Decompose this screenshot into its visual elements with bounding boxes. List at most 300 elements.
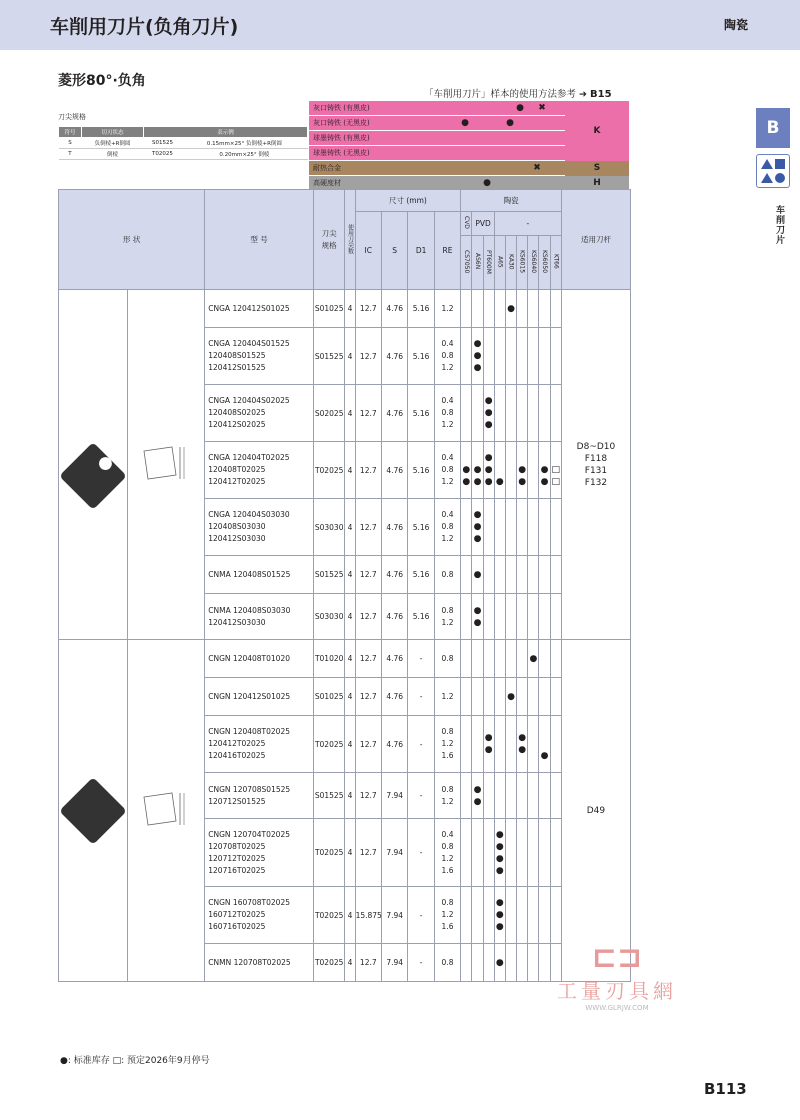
stock-mark [528,385,539,442]
insert-shapes-icon [756,154,790,188]
cell-n: 4 [345,290,355,328]
stock-mark [539,773,550,819]
cell-n: 4 [345,499,355,556]
stock-mark [505,716,516,773]
cell-tip: S01525 [313,773,344,819]
tip-cell: S [59,138,82,149]
cell-n: 4 [345,640,355,678]
cell-model: CNGN 120408T01020 [205,640,314,678]
section-title: 菱形80°·负角 [58,73,146,89]
watermark-text: 工量刃具網 [557,979,677,1003]
cell-tip: S03030 [313,594,344,640]
cell-s: 4.76 [381,678,407,716]
stock-mark [483,594,494,640]
cell-re: 0.4 0.8 1.2 [434,499,460,556]
cell-s: 4.76 [381,594,407,640]
header-d1: D1 [408,212,434,290]
cell-n: 4 [345,385,355,442]
cell-model: CNMN 120708T02025 [205,944,314,982]
cell-tip: T02025 [313,819,344,887]
grade-label: KA30 [507,253,515,270]
stock-mark [494,773,505,819]
grade-header [517,236,528,290]
header-s: S [381,212,407,290]
stock-mark [505,773,516,819]
stock-mark [539,290,550,328]
stock-mark [517,640,528,678]
cell-tip: T02025 [313,442,344,499]
grade-header [472,236,483,290]
stock-mark [494,640,505,678]
stock-mark [528,887,539,944]
reference-note [424,86,612,100]
stock-mark [483,328,494,385]
dot-mark: ● [483,178,491,188]
cell-ic: 12.7 [355,556,381,594]
stock-mark [461,499,472,556]
stock-mark [472,944,483,982]
stock-mark [517,328,528,385]
cell-d1: - [408,944,434,982]
stock-mark [550,819,561,887]
stock-mark [505,819,516,887]
stock-mark [528,819,539,887]
stock-mark: ● [505,290,516,328]
grade-header [528,236,539,290]
stock-mark [528,944,539,982]
stock-mark [517,594,528,640]
cell-d1: 5.16 [408,385,434,442]
cell-tip: S02025 [313,385,344,442]
dot-mark: ● [461,118,469,128]
cell-re: 0.8 [434,944,460,982]
insert-drawing [128,290,205,640]
cell-ic: 15.875 [355,887,381,944]
material-name: 高硬度材 [313,179,341,187]
insert-image [59,777,127,845]
cell-n: 4 [345,716,355,773]
page-header [0,0,800,50]
stock-mark [517,556,528,594]
grade-label: CS7050 [462,249,470,274]
stock-mark: ● ● ● [483,442,494,499]
cell-d1: - [408,773,434,819]
cell-s: 4.76 [381,328,407,385]
cell-n: 4 [345,328,355,385]
stock-mark [461,640,472,678]
stock-mark [472,819,483,887]
grade-header [550,236,561,290]
cell-model: CNGA 120404S02025 120408S02025 120412S02025 [205,385,314,442]
cell-tip: T02025 [313,887,344,944]
stock-mark [472,678,483,716]
cell-tip: S01525 [313,556,344,594]
stock-mark [483,499,494,556]
stock-mark [494,328,505,385]
cell-ic: 12.7 [355,944,381,982]
stock-mark [550,887,561,944]
stock-mark [528,678,539,716]
stock-mark [461,556,472,594]
material-name: 灰口铸铁 (有黑皮) [313,104,370,112]
stock-mark [517,385,528,442]
tip-cell: 0.20mm×25° 倒棱 [181,149,307,160]
stock-mark [550,499,561,556]
stock-mark [550,678,561,716]
cell-s: 7.94 [381,887,407,944]
material-name: 球墨铸铁 (无黑皮) [313,149,370,157]
cell-d1: 5.16 [408,594,434,640]
stock-mark [505,499,516,556]
stock-mark [505,442,516,499]
stock-mark [472,887,483,944]
tip-cell: 倒棱 [81,149,143,160]
tip-row [59,149,308,160]
corners-label: 使用刀尖数 [346,223,354,254]
watermark [542,940,692,1020]
stock-mark [539,499,550,556]
arrow-circle-icon: ➔ [579,89,588,100]
stock-mark [505,640,516,678]
stock-mark [528,328,539,385]
stock-mark: ● [528,640,539,678]
reference-text: 「车削用刀片」样本的使用方法参考 [424,89,577,100]
stock-mark [494,716,505,773]
insert-photo [59,640,128,982]
grade-label: A65 [496,255,504,268]
cell-n: 4 [345,442,355,499]
insert-image [59,442,127,510]
dot-mark: ● [506,118,514,128]
cell-s: 7.94 [381,944,407,982]
cell-model: CNGA 120404S01525 120408S01525 120412S01525 [205,328,314,385]
stock-mark [461,819,472,887]
cell-ic: 12.7 [355,819,381,887]
tip-cell: S01525 [144,138,182,149]
cell-n: 4 [345,773,355,819]
cell-re: 0.4 0.8 1.2 1.6 [434,819,460,887]
stock-mark [517,499,528,556]
cell-d1: 5.16 [408,556,434,594]
stock-mark [494,290,505,328]
insert-drawing [128,640,205,982]
reference-page[interactable]: B15 [590,89,612,100]
cell-tip: S01025 [313,290,344,328]
material-name: 耐热合金 [313,164,341,172]
tip-cell: T02025 [144,149,182,160]
cell-model: CNGN 160708T02025 160712T02025 160716T02025 [205,887,314,944]
cell-tip: T01020 [313,640,344,678]
stock-mark [550,640,561,678]
stock-mark [472,290,483,328]
stock-mark [539,328,550,385]
cell-ic: 12.7 [355,678,381,716]
page-number: B113 [704,1080,747,1098]
cell-s: 7.94 [381,773,407,819]
tip-header-example: 表示例 [144,127,308,138]
page-title: 车削用刀片(负角刀片) [50,16,239,38]
cell-tip: T02025 [313,944,344,982]
cell-d1: 5.16 [408,290,434,328]
cell-n: 4 [345,556,355,594]
cell-model: CNGN 120408T02025 120412T02025 120416T02025 [205,716,314,773]
insert-diagram-icon [136,439,196,489]
cell-d1: - [408,716,434,773]
stock-mark: ● [494,442,505,499]
cell-tip: T02025 [313,716,344,773]
stock-mark [539,678,550,716]
x-mark: ✖ [533,163,541,173]
stock-mark [517,819,528,887]
cell-re: 0.4 0.8 1.2 [434,328,460,385]
cell-s: 4.76 [381,716,407,773]
cell-re: 0.8 [434,556,460,594]
x-mark: ✖ [538,103,546,113]
cell-d1: - [408,887,434,944]
cell-re: 0.8 1.2 [434,594,460,640]
stock-mark [528,290,539,328]
cell-n: 4 [345,678,355,716]
stock-mark [494,678,505,716]
stock-mark: ● [494,944,505,982]
cell-model: CNGN 120412S01025 [205,678,314,716]
stock-mark: ● ● ● [494,887,505,944]
header-ic: IC [355,212,381,290]
cell-d1: 5.16 [408,442,434,499]
header-cvd [461,212,472,236]
insert-diagram-icon [136,785,196,835]
stock-mark [483,773,494,819]
stock-mark [461,328,472,385]
stock-mark [528,773,539,819]
cell-tip: S03030 [313,499,344,556]
stock-mark [528,716,539,773]
insert-photo [59,290,128,640]
stock-mark [528,556,539,594]
cell-model: CNGN 120708S01525 120712S01525 [205,773,314,819]
stock-mark [461,385,472,442]
tip-header-symbol: 符号 [59,127,82,138]
section-tab-b[interactable]: B [756,108,790,148]
stock-mark: ● [472,556,483,594]
stock-mark [528,442,539,499]
stock-mark [539,594,550,640]
stock-mark [483,556,494,594]
stock-mark [505,385,516,442]
cell-ic: 12.7 [355,385,381,442]
stock-mark [539,887,550,944]
cell-re: 0.8 1.2 1.6 [434,887,460,944]
stock-mark: ● ● [461,442,472,499]
stock-mark: □ □ [550,442,561,499]
stock-mark [494,499,505,556]
cell-d1: - [408,678,434,716]
side-vertical-label: 车削刀片 [774,205,784,245]
stock-mark [517,678,528,716]
cell-n: 4 [345,819,355,887]
stock-mark [550,556,561,594]
cell-re: 1.2 [434,290,460,328]
stock-mark: ● ● [517,442,528,499]
grade-label: KS6040 [529,249,537,273]
grade-header [483,236,494,290]
stock-mark [461,944,472,982]
cell-d1: - [408,640,434,678]
stock-mark: ● ● [472,773,483,819]
cell-s: 4.76 [381,640,407,678]
cell-d1: 5.16 [408,328,434,385]
cell-n: 4 [345,944,355,982]
grade-header [494,236,505,290]
stock-mark [461,290,472,328]
stock-mark [461,716,472,773]
stock-mark [550,594,561,640]
grade-header [539,236,550,290]
cell-model: CNGA 120404S03030 120408S03030 120412S03030 [205,499,314,556]
cell-d1: 5.16 [408,499,434,556]
cell-n: 4 [345,594,355,640]
cell-s: 4.76 [381,290,407,328]
cell-ic: 12.7 [355,594,381,640]
stock-mark [539,640,550,678]
stock-mark [483,678,494,716]
stock-mark [505,944,516,982]
stock-mark: ● ● [517,716,528,773]
stock-mark [505,328,516,385]
header-pvd: PVD [472,212,494,236]
stock-mark: ● ● [483,716,494,773]
cell-re: 1.2 [434,678,460,716]
stock-mark [517,887,528,944]
stock-mark [550,773,561,819]
stock-mark: ● ● ● [472,328,483,385]
header-tip: 刀尖 规格 [313,190,344,290]
tip-spec-table [58,112,308,160]
stock-mark [528,499,539,556]
holder-cell: D49 [561,640,630,982]
stock-mark [461,594,472,640]
cell-ic: 12.7 [355,773,381,819]
cell-ic: 12.7 [355,716,381,773]
stock-mark [483,290,494,328]
cell-s: 4.76 [381,442,407,499]
cell-d1: - [408,819,434,887]
cell-model: CNGA 120404T02025 120408T02025 120412T02025 [205,442,314,499]
stock-mark [461,678,472,716]
stock-mark [550,328,561,385]
cell-re: 0.8 [434,640,460,678]
cell-re: 0.8 1.2 [434,773,460,819]
dot-mark: ● [516,103,524,113]
stock-mark: ● [539,716,550,773]
stock-mark [517,290,528,328]
grade-label: KS6015 [518,249,526,273]
grade-header [505,236,516,290]
stock-mark: ● ● [539,442,550,499]
cell-re: 0.4 0.8 1.2 [434,385,460,442]
stock-mark [539,819,550,887]
group-k: K [565,101,629,161]
cell-s: 7.94 [381,819,407,887]
grade-label: PT600M [485,249,493,274]
stock-mark [483,887,494,944]
table-row [59,290,631,328]
stock-mark [505,594,516,640]
stock-mark [539,385,550,442]
group-h: H [565,176,629,191]
stock-mark: ● [505,678,516,716]
stock-mark: ● ● ● [472,499,483,556]
cell-model: CNMA 120408S03030 120412S03030 [205,594,314,640]
grade-label: KT66 [552,254,560,269]
stock-mark: ● ● ● ● [494,819,505,887]
cell-ic: 12.7 [355,640,381,678]
stock-mark [472,385,483,442]
material-name: 球墨铸铁 (有黑皮) [313,134,370,142]
cell-re: 0.8 1.2 1.6 [434,716,460,773]
watermark-logo: ⊏⊐ [591,940,643,975]
header-re: RE [434,212,460,290]
stock-mark: ● ● [472,594,483,640]
stock-mark [461,773,472,819]
cell-n: 4 [345,887,355,944]
cell-re: 0.4 0.8 1.2 [434,442,460,499]
table-row [59,640,631,678]
stock-mark [483,640,494,678]
stock-mark [539,556,550,594]
cell-s: 4.76 [381,385,407,442]
header-model: 型 号 [205,190,314,290]
cvd-label: CVD [462,216,470,229]
stock-mark: ● ● ● [483,385,494,442]
cell-s: 4.76 [381,499,407,556]
grade-label: KS6050 [541,249,549,273]
stock-mark [494,556,505,594]
stock-mark [472,716,483,773]
group-s: S [565,161,629,176]
cell-model: CNGA 120412S01025 [205,290,314,328]
stock-mark [517,944,528,982]
material-name: 灰口铸铁 (无黑皮) [313,119,370,127]
stock-mark [483,944,494,982]
cell-tip: S01025 [313,678,344,716]
cell-ic: 12.7 [355,290,381,328]
stock-mark [505,887,516,944]
header-holder: 适用刀杆 [561,190,630,290]
grade-header [461,236,472,290]
stock-mark [494,385,505,442]
cell-model: CNGN 120704T02025 120708T02025 120712T02025 120716T02025 [205,819,314,887]
stock-mark [494,594,505,640]
stock-mark [550,716,561,773]
cell-model: CNMA 120408S01525 [205,556,314,594]
tip-cell: 负倒棱+R倒圆 [81,138,143,149]
stock-mark: ● ● [472,442,483,499]
header-dash: - [494,212,561,236]
stock-mark [528,594,539,640]
legend: ●: 标准库存 □: 预定2026年9月停号 [60,1056,210,1066]
stock-mark [483,819,494,887]
cell-tip: S01525 [313,328,344,385]
header-ceramic: 陶瓷 [461,190,562,212]
cell-ic: 12.7 [355,442,381,499]
holder-cell: D8~D10 F118 F131 F132 [561,290,630,640]
stock-mark [472,640,483,678]
tip-cell: T [59,149,82,160]
header-dims: 尺寸 (mm) [355,190,461,212]
header-corners [345,190,355,290]
grade-label: AS6N [474,253,481,270]
